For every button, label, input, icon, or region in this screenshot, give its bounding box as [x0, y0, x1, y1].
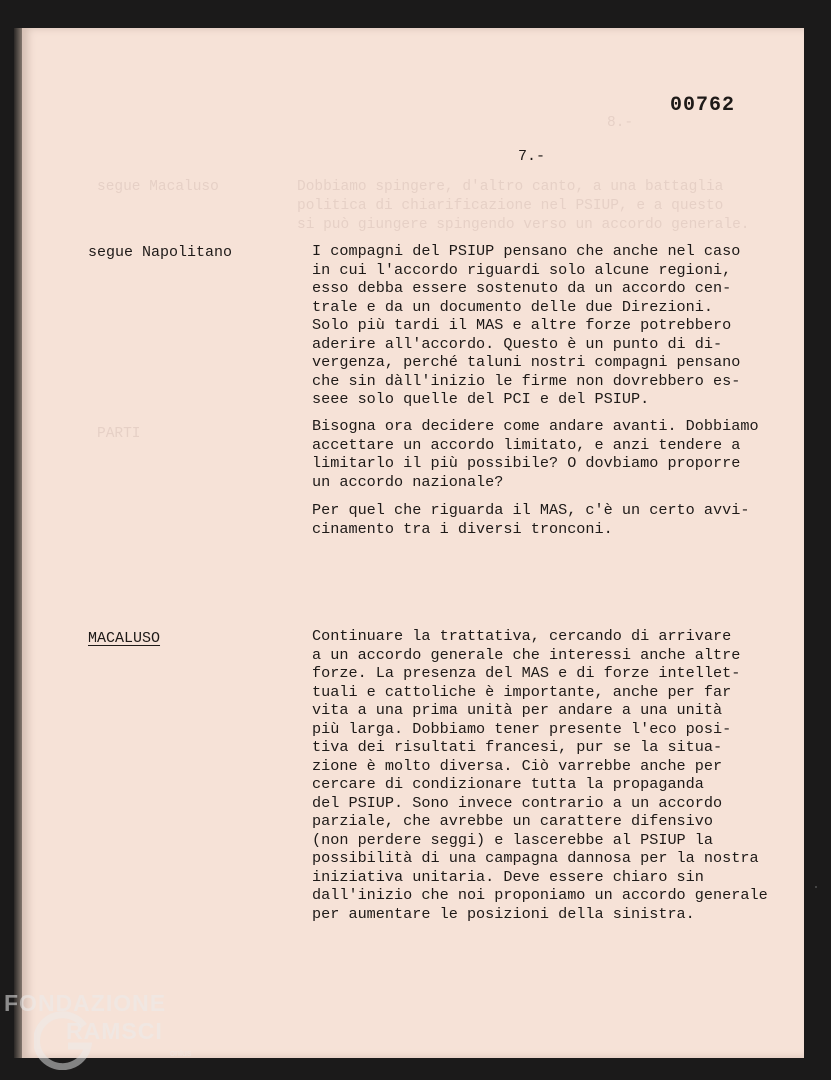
watermark-line-1: FONDAZIONE — [4, 990, 167, 1016]
paragraph-napolitano-2: Bisogna ora decidere come andare avanti. Dobbiamo accettare un accordo limitato, e anzi tendere a limitarlo il più possibile? O dovbiamo proporre un accordo nazionale? — [312, 417, 759, 491]
ink-speck — [815, 886, 817, 888]
fondazione-gramsci-watermark — [4, 990, 214, 1070]
paragraph-napolitano-3: Per quel che riguarda il MAS, c'è un certo avvi- cinamento tra i diversi tronconi. — [312, 501, 750, 538]
watermark-line-3: onlus — [170, 1048, 192, 1058]
bleed-through-right-text: Dobbiamo spingere, d'altro canto, a una battaglia politica di chiarificazione nel PSIUP, e a questo si può giungere spingendo verso un accordo generale. — [297, 179, 750, 233]
page-number: 7.- — [518, 148, 546, 165]
paragraph-macaluso-1: Continuare la trattativa, cercando di arrivare a un accordo generale che interessi anche altre forze. La presenza del MAS e di forze intellet- tuali e cattoliche è importante, anche per far vita a una prima unità per andare a una unità più larga. Dobbiamo tener presente l'eco posi- tiva dei risultati francesi, pur se la situa- zione è molto diversa. Ciò varrebbe anche per cercare di condizionare tutta la propaganda del PSIUP. Sono invece contrario a un accordo parziale, che avrebbe un carattere difensivo (non perdere seggi) e lascerebbe al PSIUP la possibilità di una campagna dannosa per la nostra iniziativa unitaria. Deve essere chiaro sin dall'inizio che noi proponiamo un accordo generale per aumentare le posizioni della sinistra. — [312, 627, 768, 923]
bleed-through-page-number: 8.- — [607, 115, 634, 131]
watermark-line-2: RAMSCI — [66, 1018, 163, 1044]
archive-number: 00762 — [670, 94, 736, 117]
speaker-label-macaluso: MACALUSO — [88, 630, 161, 647]
bleed-through-left-text: segue Macaluso PARTI — [97, 179, 219, 442]
paragraph-napolitano-1: I compagni del PSIUP pensano che anche nel caso in cui l'accordo riguardi solo alcune regioni, esso debba essere sostenuto da un accordo cen- trale e da un documento delle due Direzioni. Solo più tardi il MAS e altre forze potrebbero aderire all'accordo. Questo è un punto di di- vergenza, perché taluni nostri compagni pensano che sin dàll'inizio le firme non dovrebbero es- seee solo quelle del PCI e del PSIUP. — [312, 242, 741, 408]
speaker-label-napolitano: segue Napolitano — [88, 244, 233, 261]
document-page — [22, 28, 804, 1058]
